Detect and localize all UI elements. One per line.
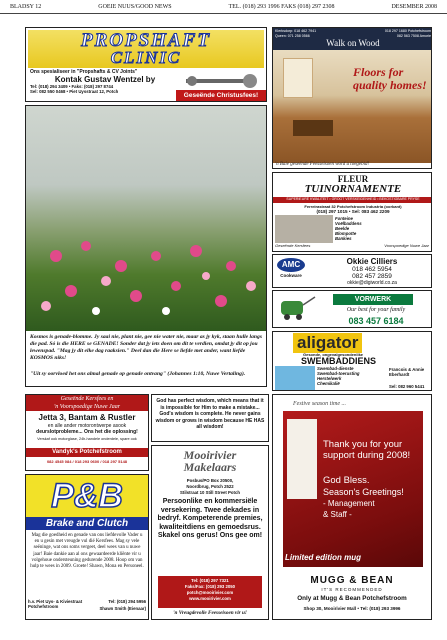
mooirivier-addr3: Stilstraat 10 Still Street Potch [180,490,240,495]
muggbean-festive: Festive season time ... [293,401,346,407]
muggbean-reco: IT'S RECOMMENDED [321,587,383,592]
fleur-title: FLEUR [337,174,369,184]
fleur-address: Ferreirastraat 32 Potchefstroom Industria (oorkant) [304,204,402,209]
issue-month: DESEMBER 2008 [391,4,437,10]
propshaft-text [30,69,180,94]
walkonwood-logo: Walk on Wood [326,38,380,48]
fleur-statue-image [275,215,333,243]
pb-message: Mag die goedheid en genade van ons liefdevolle Vader u en u gesin met vreugde vul dié Kersfees. Mag sy vele seëninge, wat ons soms vergeet, deel wees van u nuwe jaar! Baie dankie aan al ons gewaardeerde kliënte vir u volgehoue ondersteuning gedurende 2008. Hoop om van hulp te wees in 2009. Groete! Shawn, Mona en Personeel. [30,533,144,570]
amc-ad [272,254,432,288]
muggbean-only: Only at Mugg & Bean Potchefstroom [297,595,407,602]
fleur-bullet: Fonteine [335,216,353,221]
window-shape [283,58,313,98]
walkonwood-right-bottom: 082 563 7508 Amorie [396,34,431,38]
amc-logo: AMC [277,258,305,272]
muggbean-mug-label: Limited edition mug [285,553,361,562]
amc-subtitle: Cookware [280,273,302,278]
fleur-bullet: Blompotte [335,231,357,236]
mooirivier-fax: Faks/Fax: (018) 293 2050 [184,584,236,589]
fleur-phone: (018) 297 1015 • Sel: 083 462 2209 [316,209,390,214]
clinic-title: CLINIC [110,48,182,67]
walkonwood-header [273,28,432,50]
propshaft-shaft-icon [184,70,262,92]
cosmos-feature [25,105,267,387]
cosmos-flowers-illustration [26,106,266,331]
page-header [0,0,447,14]
muggbean-management: - Management [323,499,375,508]
amc-tel1: 018 462 5954 [352,266,392,273]
muggbean-brand: MUGG & BEAN [310,575,394,586]
muggbean-god: God Bless. [323,475,370,486]
cosmos-photo [26,106,266,331]
propshaft-line2: Kontak Gustav Wentzel by [54,75,156,84]
aligator-item: Herstelwerk [317,376,342,381]
mooirivier-web[interactable]: www.mooirivier.com [189,596,231,601]
pb-tagline: Brake and Clutch [26,517,148,530]
cosmos-caption: Kosmos is genade-blomme. Jy saai nie, plant nie, gee nie water nie, maar as jy kyk, staan hulle langs die pad. Só is die HERE se GENADE! Sonder dat jy iets doen om dit te verdien, omdat jy dit op jou lewenspad. "Mag jy dit elke dag raaksien." Deel dan die Here se liefde met ander, want liefde KOSMOS niks! [30,334,262,361]
jetta-greet2: 'n Voorspoedige Nuwe Jaar [26,403,148,411]
walkonwood-left-top: Klerksdorp: 018 462 7941 [275,29,317,33]
aligator-contact: Francois & Annie Eberhardt [389,367,425,377]
page-number: BLADSY 12 [10,4,42,10]
walkonwood-ad [272,27,432,169]
amc-name: Okkie Cilliers [346,257,398,266]
wisdom-text: God has perfect wisdom, which means that it is impossible for Him to make a mistake... God's wisdom is complete. He never gains wisdom or grows in wisdom because HE HAS all wisdom! [155,398,265,430]
muggbean-shop: Shop 30, Mooirivier Mall • Tel: (018) 293 3996 [303,606,401,611]
jetta-fine: Verskaf ook motorglase, 24h-handele onderdele, spare ook [37,437,137,441]
muggbean-ad [272,394,432,620]
aligator-photo [275,366,315,390]
aligator-logo: aligator [293,333,362,353]
jetta-greet1: Geseënde Kersfees en [26,395,148,403]
jetta-desc2: deurslotprobleme... Ons het die oplossing! [36,429,138,435]
walkonwood-headline: Floors for quality homes! [353,65,427,92]
cosmos-verse: "Uit sy oorvloed het ons almal genade op genade ontvang" (Johannes 1:10, Nuwe Vertaling). [30,371,246,377]
mooirivier-tel: Tel: (018) 297 7321 [191,578,229,583]
vacuum-icon [277,295,317,323]
propshaft-greeting: Geseënde Christusfees! [176,90,266,101]
muggbean-thanks: Thank you for your support during 2008! [323,439,411,461]
jetta-title: Jetta 3, Bantam & Rustler [38,413,136,422]
mooirivier-addr1: Posbus/PO Box 20500, [186,478,234,483]
mooirivier-services: Persoonlike en kommersiële versekering. Twee dekades in bedryf. Kompeterende premies, kwaliteitdiens en gemoedsrus. Skakel ons gerus! Ons gee om! [157,498,263,539]
fleur-subtitle: TUINORNAMENTE [304,183,402,195]
fleur-ad [272,172,432,252]
jetta-desc1: en alle ander motorontwerpe asook [47,423,127,429]
fleur-greeting-right: Voorspoedige Nuwe Jaar [384,243,429,248]
vorwerk-phone: 083 457 6184 [348,316,404,326]
walkonwood-caption: 'n Baie geseënde Feesseisoen word u toegebid! [275,162,370,167]
wisdom-box [151,394,269,442]
walkonwood-left-bottom: Queen: 071 258 0566 [275,34,310,38]
aligator-sub: Gesonde, ongevalgesondenlike [303,352,364,357]
pb-ad [25,474,149,620]
aligator-cell: Sel: 082 960 5441 [389,384,425,389]
pb-owner: Shawn Smith (Eienaar) [99,606,146,611]
aligator-ad [272,331,432,391]
propshaft-title: PROPSHAFT [81,30,211,51]
vorwerk-product-image [277,295,317,323]
fleur-bullet: Beelde [335,226,350,231]
vorwerk-ad [272,290,432,328]
jetta-vandyk: Vandyk's Potchefstroom [26,448,148,457]
newspaper-contact: TEL. (018) 293 1996 FAKS (018) 297 2308 [228,4,335,10]
mug-image [287,419,317,499]
propshaft-line1: Ons spesialiseer in "Propshafts & CV Joints" [30,69,138,75]
jetta-phones: 082 4545 084 / 018 293 0600 / 018 297 5148 [46,459,128,464]
fleur-bullet: Bankies [335,236,352,241]
mooirivier-name2: Makelaars [183,460,237,474]
amc-tel2: 082 457 2859 [352,273,392,280]
pb-address: h.v. Piet Uys- & Kiviestraat Potchefstroom [28,599,83,609]
jetta-ad [25,394,149,471]
pb-tel: Tel: (018) 294 5956 [108,599,146,604]
aligator-list [317,366,387,386]
table-shape [293,120,333,136]
aligator-item: Swembad-dienste [317,366,354,371]
aligator-item: Chemikalië [317,381,340,386]
muggbean-staff: & Staff - [323,510,352,519]
mooirivier-email[interactable]: potch@mooirivier.com [186,590,234,595]
walkonwood-right-top: 018 297 1680 Potchefstroom [384,29,431,33]
aligator-kind: SWEMBADDIENS [301,356,377,366]
newspaper-name: GOEIE NUUS/GOOD NEWS [98,4,172,10]
fleur-bullet: Voëlbaddens [335,221,362,226]
propshaft-part-image [184,70,262,92]
muggbean-season: Season's Greetings! [323,487,404,497]
vorwerk-tagline: Our best for your family [346,307,406,313]
propshaft-line4: Sel: 082 550 0468 • Piet Uysstraat 12, Potch [30,89,119,94]
mooirivier-addr2: Noordbrug, Potch 2522 [186,484,234,489]
propshaft-line3: Tel: (018) 294 3409 • Faks: (018) 297 8744 [30,84,114,89]
propshaft-ad [25,27,267,102]
fleur-greeting-left: Geseënde Kersfees [275,243,311,248]
mooirivier-ad [151,445,269,620]
mooirivier-name1: Mooirivier [183,448,237,462]
fleur-tagline: SUPERIEURE KWALITEIT • GROOT VERSKEIDENHEID • BEKOSTIGBARE PRYSE [273,197,432,203]
mooirivier-footer: 'n Vreugdevolle Feesseisoen vir u! [173,610,247,616]
pb-logo: P&B [51,477,123,515]
amc-email: okkie@digiworld.co.za [347,280,397,286]
vorwerk-logo: VORWERK [333,294,413,305]
fleur-bullets [335,216,431,241]
aligator-item: Swembad-toerusting [317,371,360,376]
